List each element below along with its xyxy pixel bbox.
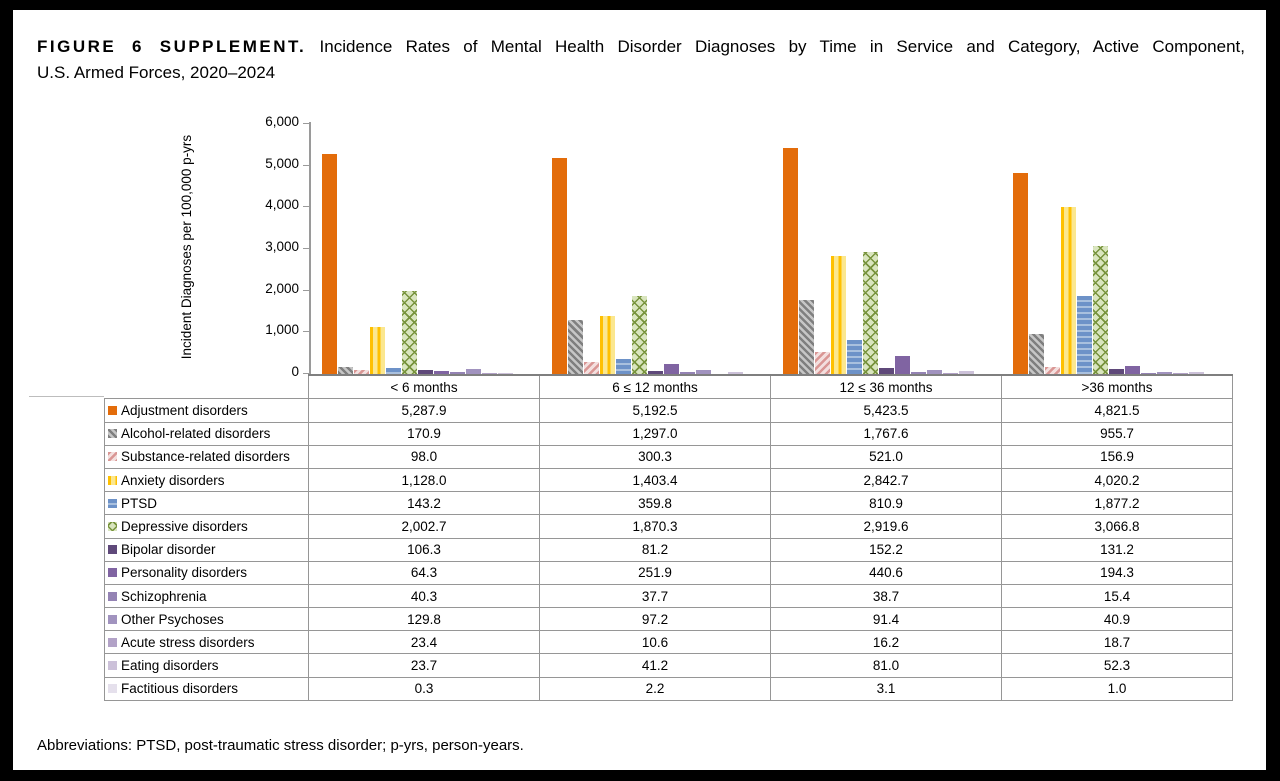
series-label [105, 473, 308, 488]
legend-key-swatch [108, 568, 117, 577]
category-header-cell: 6 ≤ 12 months [540, 375, 771, 399]
series-label-cell [105, 631, 309, 654]
value-cell: 2.2 [540, 677, 771, 700]
value-cell: 91.4 [771, 608, 1002, 631]
bar-group [771, 123, 1002, 374]
value-cell: 440.6 [771, 561, 1002, 584]
y-tick-mark [303, 206, 309, 207]
bar [1093, 246, 1108, 374]
y-tick-mark [303, 165, 309, 166]
series-label-cell [105, 584, 309, 607]
value-cell: 194.3 [1002, 561, 1233, 584]
plot-area [310, 123, 1232, 374]
series-label-cell [105, 445, 309, 468]
value-cell: 38.7 [771, 584, 1002, 607]
legend-key-swatch [108, 615, 117, 624]
series-label [105, 565, 308, 580]
table-top-left-rule [29, 396, 104, 397]
y-tick-mark [303, 331, 309, 332]
value-cell: 1,403.4 [540, 468, 771, 491]
value-cell: 40.3 [309, 584, 540, 607]
bar [338, 367, 353, 374]
value-cell: 41.2 [540, 654, 771, 677]
series-name: Personality disorders [121, 565, 248, 581]
series-label [105, 658, 308, 673]
table-row [105, 468, 1233, 491]
value-cell: 23.4 [309, 631, 540, 654]
bar [847, 340, 862, 374]
table-corner-cell [105, 375, 309, 399]
bar-group [1002, 123, 1233, 374]
series-label-cell [105, 677, 309, 700]
category-header-cell: 12 ≤ 36 months [771, 375, 1002, 399]
y-tick-label: 6,000 [265, 114, 299, 129]
value-cell: 955.7 [1002, 422, 1233, 445]
value-cell: 97.2 [540, 608, 771, 631]
series-name: Depressive disorders [121, 518, 248, 534]
y-tick-label: 4,000 [265, 197, 299, 213]
value-cell: 359.8 [540, 492, 771, 515]
series-label-cell [105, 561, 309, 584]
table-row [105, 399, 1233, 422]
series-name: Anxiety disorders [121, 472, 225, 488]
value-cell: 131.2 [1002, 538, 1233, 561]
value-cell: 810.9 [771, 492, 1002, 515]
series-label-cell [105, 608, 309, 631]
series-label [105, 542, 308, 557]
series-label-cell [105, 654, 309, 677]
figure-title-line1 [37, 34, 1245, 60]
value-cell: 81.0 [771, 654, 1002, 677]
series-label [105, 589, 308, 604]
value-cell: 40.9 [1002, 608, 1233, 631]
bar [632, 296, 647, 374]
value-cell: 81.2 [540, 538, 771, 561]
series-name: Other Psychoses [121, 611, 224, 627]
table-row [105, 584, 1233, 607]
table-row [105, 631, 1233, 654]
series-name: Schizophrenia [121, 588, 207, 604]
value-cell: 5,192.5 [540, 399, 771, 422]
value-cell: 98.0 [309, 445, 540, 468]
table-row [105, 422, 1233, 445]
legend-key-swatch [108, 452, 117, 461]
series-label [105, 496, 308, 511]
figure-title-label: FIGURE 6 SUPPLEMENT. [37, 37, 307, 56]
value-cell: 106.3 [309, 538, 540, 561]
y-tick-mark [303, 248, 309, 249]
bar [799, 300, 814, 374]
value-cell: 2,002.7 [309, 515, 540, 538]
table-row [105, 538, 1233, 561]
legend-key-swatch [108, 684, 117, 693]
series-name: Eating disorders [121, 658, 219, 674]
value-cell: 170.9 [309, 422, 540, 445]
value-cell: 152.2 [771, 538, 1002, 561]
value-cell: 1,877.2 [1002, 492, 1233, 515]
y-tick-label: 5,000 [265, 155, 299, 171]
series-label-cell [105, 399, 309, 422]
table-row [105, 654, 1233, 677]
value-cell: 18.7 [1002, 631, 1233, 654]
series-label [105, 612, 308, 627]
value-cell: 1,128.0 [309, 468, 540, 491]
bar [1013, 173, 1028, 374]
y-tick-label: 3,000 [265, 239, 299, 254]
value-cell: 5,287.9 [309, 399, 540, 422]
value-cell: 129.8 [309, 608, 540, 631]
bar [552, 158, 567, 374]
table-row [105, 561, 1233, 584]
series-name: Factitious disorders [121, 681, 239, 697]
series-name: PTSD [121, 495, 158, 511]
value-cell: 5,423.5 [771, 399, 1002, 422]
y-tick-mark [303, 290, 309, 291]
value-cell: 10.6 [540, 631, 771, 654]
value-cell: 1,297.0 [540, 422, 771, 445]
bar [815, 352, 830, 374]
value-cell: 64.3 [309, 561, 540, 584]
legend-key-swatch [108, 545, 117, 554]
value-cell: 300.3 [540, 445, 771, 468]
y-axis-title: Incident Diagnoses per 100,000 p-yrs [179, 134, 194, 360]
bar [783, 148, 798, 374]
series-name: Adjustment disorders [121, 403, 248, 419]
legend-key-swatch [108, 522, 117, 531]
value-cell: 143.2 [309, 492, 540, 515]
value-cell: 3.1 [771, 677, 1002, 700]
legend-key-swatch [108, 499, 117, 508]
value-cell: 1.0 [1002, 677, 1233, 700]
series-label-cell [105, 492, 309, 515]
series-label-cell [105, 422, 309, 445]
bar [863, 252, 878, 374]
bar [616, 359, 631, 374]
figure-title-text: Incidence Rates of Mental Health Disorder Diagnoses by Time in Service and Category, Active Component, [319, 37, 1245, 56]
value-cell: 23.7 [309, 654, 540, 677]
series-name: Acute stress disorders [121, 634, 255, 650]
figure-title-line2: U.S. Armed Forces, 2020–2024 [37, 63, 276, 82]
value-cell: 16.2 [771, 631, 1002, 654]
bar [600, 316, 615, 374]
value-cell: 2,842.7 [771, 468, 1002, 491]
bar [1125, 366, 1140, 374]
series-label [105, 403, 308, 418]
series-label [105, 426, 308, 441]
value-cell: 1,870.3 [540, 515, 771, 538]
legend-key-swatch [108, 406, 117, 415]
bar [831, 256, 846, 374]
bar [322, 154, 337, 374]
bar [402, 291, 417, 374]
table-row [105, 677, 1233, 700]
bar-group [541, 123, 772, 374]
value-cell: 37.7 [540, 584, 771, 607]
table-row [105, 608, 1233, 631]
bar-group [310, 123, 541, 374]
series-label-cell [105, 468, 309, 491]
series-label-cell [105, 538, 309, 561]
y-tick-label: 0 [291, 364, 299, 379]
value-cell: 52.3 [1002, 654, 1233, 677]
series-name: Bipolar disorder [121, 542, 216, 558]
legend-key-swatch [108, 476, 117, 485]
value-cell: 521.0 [771, 445, 1002, 468]
series-label [105, 681, 308, 696]
figure-title [37, 34, 1245, 86]
category-header-cell: < 6 months [309, 375, 540, 399]
bar [568, 320, 583, 374]
table-row [105, 515, 1233, 538]
value-cell: 15.4 [1002, 584, 1233, 607]
value-cell: 3,066.8 [1002, 515, 1233, 538]
value-cell: 4,020.2 [1002, 468, 1233, 491]
value-cell: 1,767.6 [771, 422, 1002, 445]
category-header-cell: >36 months [1002, 375, 1233, 399]
series-name: Alcohol-related disorders [121, 426, 271, 442]
y-tick-label: 2,000 [265, 280, 299, 296]
series-label [105, 519, 308, 534]
series-label-cell [105, 515, 309, 538]
bar [1061, 207, 1076, 375]
table-header-row [105, 375, 1233, 399]
bar [1029, 334, 1044, 374]
bar [584, 362, 599, 375]
legend-key-swatch [108, 592, 117, 601]
series-label [105, 449, 308, 464]
bar [370, 327, 385, 374]
legend-key-swatch [108, 638, 117, 647]
value-cell: 0.3 [309, 677, 540, 700]
abbreviations-note: Abbreviations: PTSD, post-traumatic stress disorder; p-yrs, person-years. [37, 737, 524, 754]
table-row [105, 445, 1233, 468]
value-cell: 4,821.5 [1002, 399, 1233, 422]
y-tick-mark [303, 123, 309, 124]
value-cell: 251.9 [540, 561, 771, 584]
table-row [105, 492, 1233, 515]
legend-key-swatch [108, 661, 117, 670]
legend-key-swatch [108, 429, 117, 438]
series-name: Substance-related disorders [121, 449, 290, 465]
bar [1077, 296, 1092, 374]
value-cell: 2,919.6 [771, 515, 1002, 538]
y-tick-label: 1,000 [265, 322, 299, 338]
bar [664, 364, 679, 375]
value-cell: 156.9 [1002, 445, 1233, 468]
bar [895, 356, 910, 374]
chart-data-table [104, 374, 1233, 701]
series-label [105, 635, 308, 650]
